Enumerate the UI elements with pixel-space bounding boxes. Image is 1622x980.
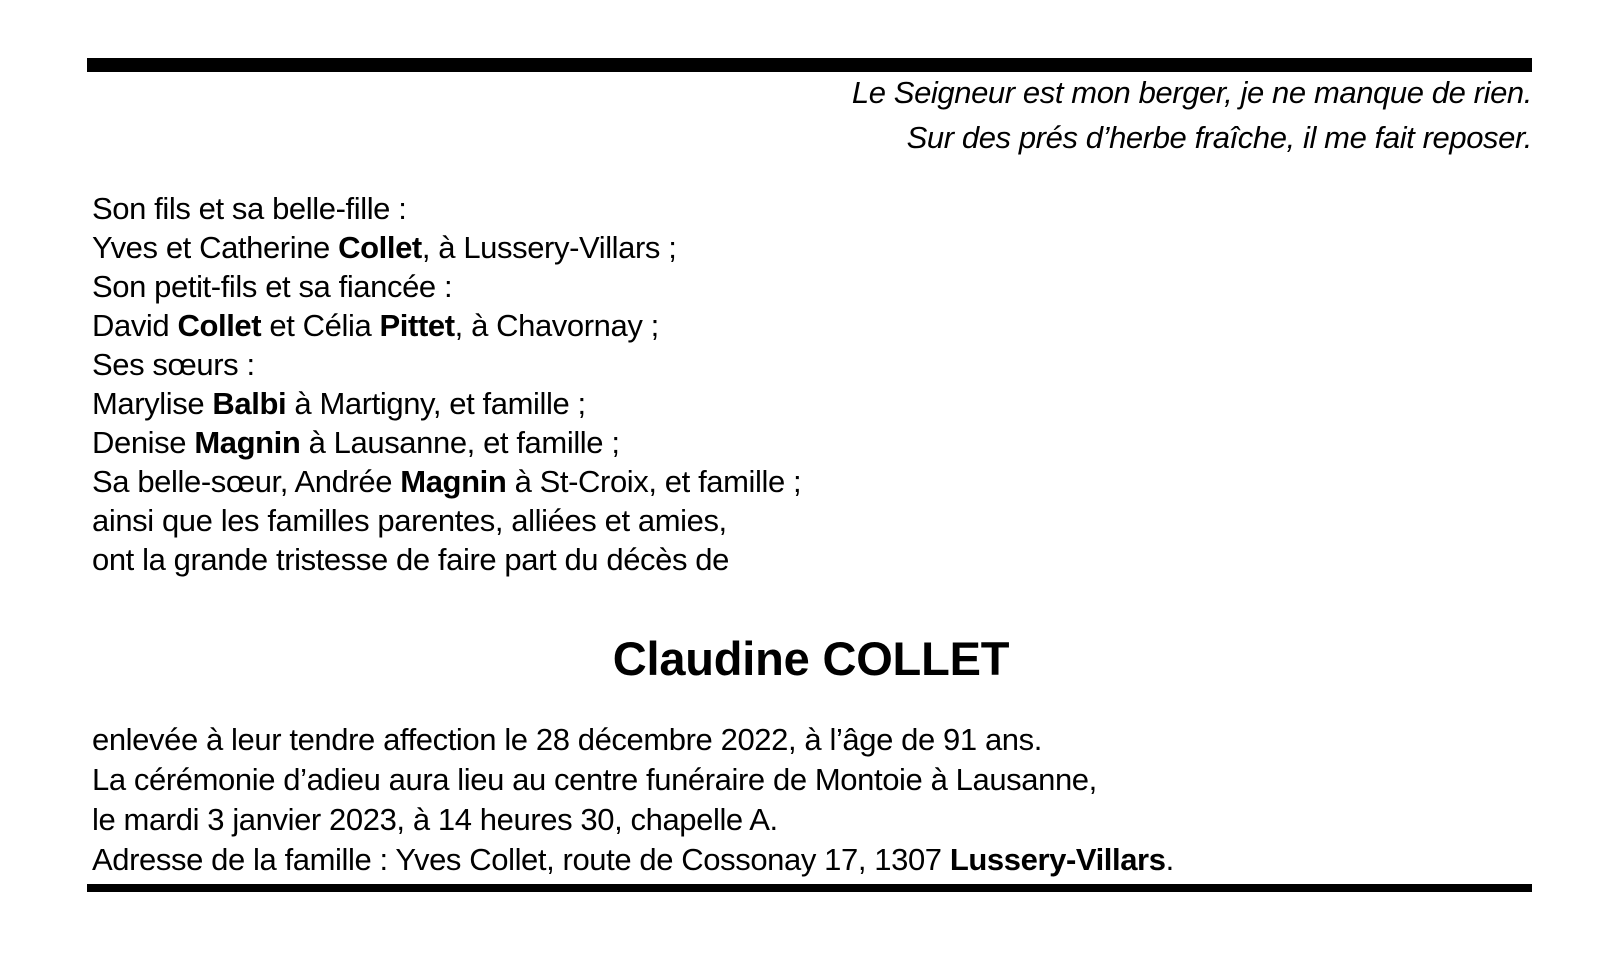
family-line: [92, 345, 801, 384]
text-run: à Lausanne, et famille ;: [300, 425, 620, 460]
details-line: [92, 840, 1174, 880]
text-run: ont la grande tristesse de faire part du décès de: [92, 542, 729, 577]
deceased-name: Claudine COLLET: [612, 632, 1010, 685]
bottom-rule: [87, 884, 1532, 892]
text-run: Yves et Catherine: [92, 230, 339, 265]
surname-run: Collet: [338, 230, 422, 265]
family-line: [92, 306, 801, 345]
ceremony-details: [92, 720, 1174, 880]
locality-run: Lussery-Villars: [949, 842, 1166, 877]
surname-run: Balbi: [212, 386, 287, 421]
family-line: [92, 423, 801, 462]
text-run: David: [92, 308, 178, 343]
family-line: [92, 540, 801, 579]
text-run: Sa belle-sœur, Andrée: [92, 464, 401, 499]
text-run: le mardi 3 janvier 2023, à 14 heures 30, chapelle A.: [92, 802, 778, 837]
text-run: , à Chavornay ;: [454, 308, 659, 343]
family-line: [92, 462, 801, 501]
surname-run: Magnin: [400, 464, 507, 499]
epigraph: [852, 70, 1532, 160]
text-run: , à Lussery-Villars ;: [421, 230, 677, 265]
epigraph-line: Le Seigneur est mon berger, je ne manque de rien.: [851, 75, 1532, 110]
surname-run: Magnin: [194, 425, 301, 460]
text-run: La cérémonie d’adieu aura lieu au centre funéraire de Montoie à Lausanne,: [92, 762, 1097, 797]
family-line: [92, 501, 801, 540]
family-line: [92, 267, 801, 306]
surname-run: Pittet: [379, 308, 455, 343]
details-line: [92, 800, 1174, 840]
text-run: enlevée à leur tendre affection le 28 décembre 2022, à l’âge de 91 ans.: [92, 722, 1042, 757]
details-line: [92, 720, 1174, 760]
epigraph-line: Sur des prés d’herbe fraîche, il me fait reposer.: [906, 120, 1532, 155]
text-run: Son fils et sa belle-fille :: [92, 191, 407, 226]
family-list: [92, 189, 801, 579]
text-run: Marylise: [92, 386, 213, 421]
family-line: [92, 384, 801, 423]
details-line: [92, 760, 1174, 800]
family-line: [92, 189, 801, 228]
family-line: [92, 228, 801, 267]
text-run: Denise: [92, 425, 195, 460]
text-run: Adresse de la famille : Yves Collet, route de Cossonay 17, 1307: [92, 842, 950, 877]
text-run: ainsi que les familles parentes, alliées et amies,: [92, 503, 727, 538]
text-run: à Martigny, et famille ;: [286, 386, 586, 421]
text-run: à St-Croix, et famille ;: [506, 464, 802, 499]
text-run: Son petit-fils et sa fiancée :: [92, 269, 453, 304]
text-run: et Célia: [261, 308, 380, 343]
surname-run: Collet: [177, 308, 262, 343]
text-run: .: [1165, 842, 1174, 877]
text-run: Ses sœurs :: [92, 347, 255, 382]
